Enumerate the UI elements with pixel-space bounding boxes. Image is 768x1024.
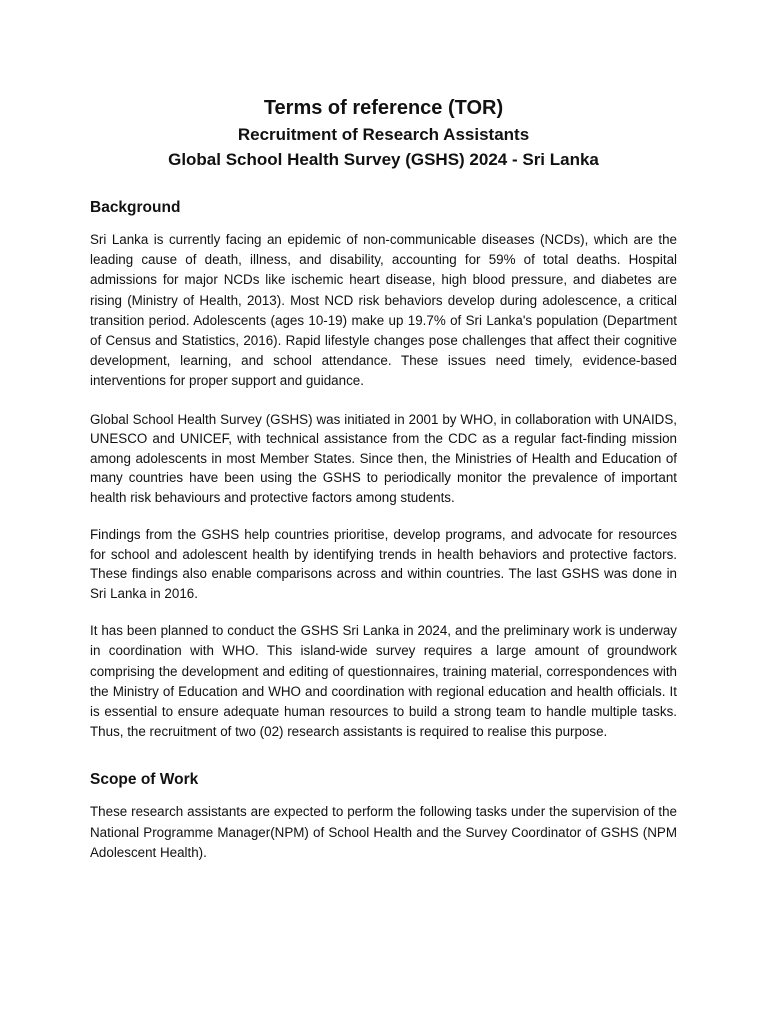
background-heading: Background <box>90 199 181 216</box>
document-page <box>90 94 677 881</box>
section-spacer <box>90 760 677 770</box>
scope-paragraph-1: These research assistants are expected to perform the following tasks under the supervision of the National Programme Manager(NPM) of School Health and the Survey Coordinator of GSHS (NPM Adolescent Health). <box>90 804 677 860</box>
background-paragraph-4: It has been planned to conduct the GSHS Sri Lanka in 2024, and the preliminary work is underway in coordination with WHO. This island-wide survey requires a large amount of groundwork comprising the development and editing of questionnaires, training material, correspondences with the Ministry of Education and WHO and coordination with regional education and health officials. It is essential to ensure adequate human resources to build a strong team to handle multiple tasks. Thus, the recruitment of two (02) research assistants is required to realise this purpose. <box>90 623 677 740</box>
scope-heading: Scope of Work <box>90 771 199 789</box>
document-survey-title: Global School Health Survey (GSHS) 2024 - Sri Lanka <box>168 150 599 169</box>
background-paragraph-1: Sri Lanka is currently facing an epidemic of non-communicable diseases (NCDs), which are the leading cause of death, illness, and disability, accounting for 59% of total deaths. Hospital admissions for major NCDs like ischemic heart disease, high blood pressure, and diabetes are rising (Ministry of Health, 2013). Most NCD risk behaviors develop during adolescence, a critical transition period. Adolescents (ages 10-19) make up 19.7% of Sri Lanka's population (Department of Census and Statistics, 2016). Rapid lifestyle changes pose challenges that affect their cognitive development, learning, and school attendance. These issues need timely, evidence-based interventions for proper support and guidance. <box>90 232 677 389</box>
background-paragraph-3: Findings from the GSHS help countries prioritise, develop programs, and advocate for resources for school and adolescent health by identifying trends in health behaviors and protective factors. These findings also enable comparisons across and within countries. The last GSHS was done in Sri Lanka in 2016. <box>90 527 677 601</box>
background-paragraph-2: Global School Health Survey (GSHS) was initiated in 2001 by WHO, in collaboration with UNAIDS, UNESCO and UNICEF, with technical assistance from the CDC as a regular fact-finding mission among adolescents in most Member States. Since then, the Ministries of Health and Education of many countries have been using the GSHS to periodically monitor the prevalence of important health risk behaviours and protective factors among students. <box>90 411 677 505</box>
title-block <box>90 94 677 172</box>
document-subtitle: Recruitment of Research Assistants <box>237 125 530 144</box>
document-title: Terms of reference (TOR) <box>263 97 504 119</box>
